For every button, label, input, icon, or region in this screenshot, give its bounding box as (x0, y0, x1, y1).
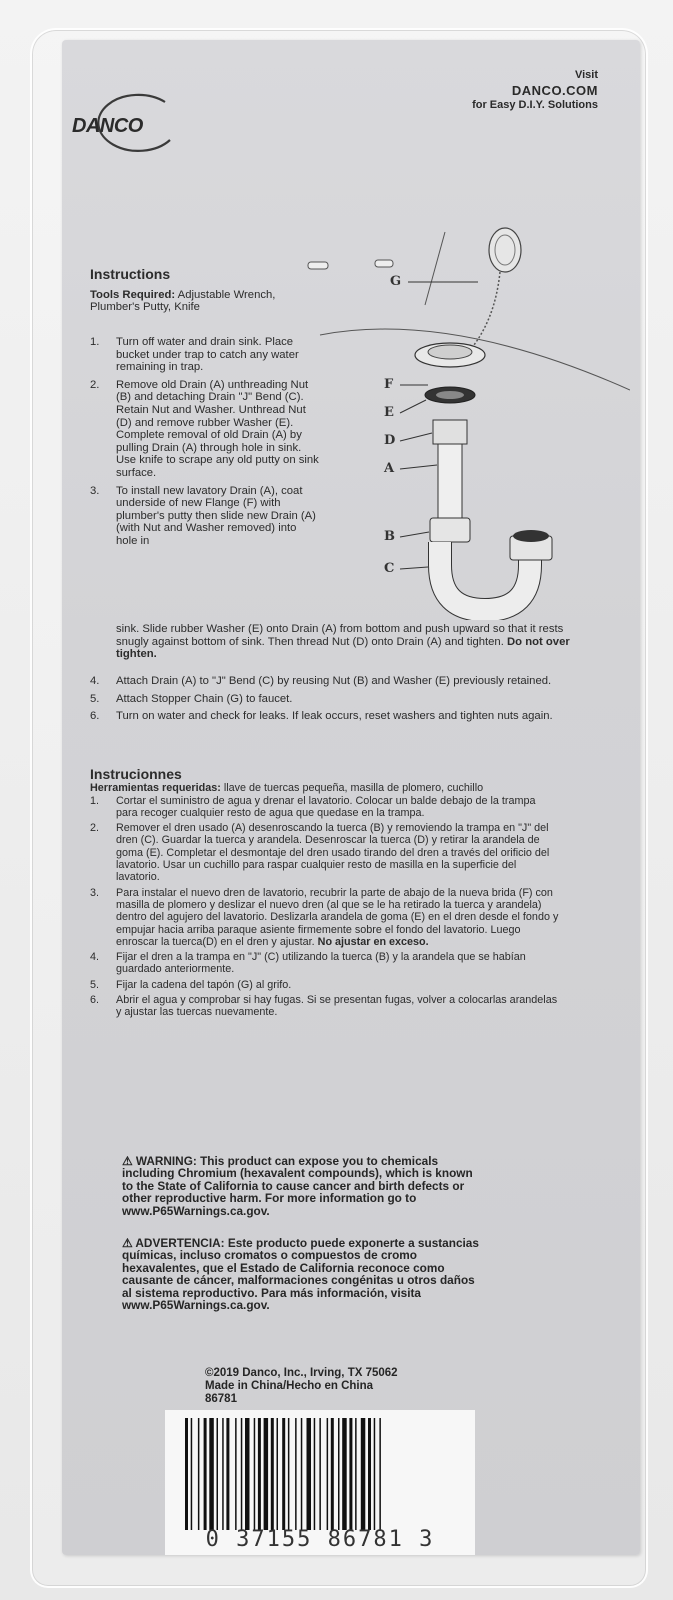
step-text: Attach Stopper Chain (G) to faucet. (116, 692, 293, 705)
warning-en: ⚠ WARNING: This product can expose you to chemicals including Chromium (hexavalent compounds), which is known to the State of California to cause cancer and birth defects or other reproductive harm. For more information go to www.P65Warnings.ca.gov. (122, 1154, 473, 1218)
instructions-title: Instructions (90, 266, 171, 282)
steps-en-wide (90, 675, 570, 728)
list-item: 1. Turn off water and drain sink. Place bucket under trap to catch any water remaining in trap. (90, 336, 320, 374)
steps-en-narrow (90, 336, 320, 553)
step-text: To install new lavatory Drain (A), coat underside of new Flange (F) with plumber's putty then slide new Drain (A) (with Nut and Washer removed) into hole in (116, 484, 316, 547)
website-text: DANCO.COM (511, 83, 598, 98)
list-item: 4. Fijar el dren a la trampa en "J" (C) utilizando la tuerca (B) y la arandela que se habían guardado anteriormente. (90, 951, 560, 976)
step-text: Cortar el suministro de agua y drenar el lavatorio. Colocar un balde debajo de la trampa para recoger cualquier resto de agua que quedase en la trampa. (116, 794, 536, 819)
label-d: D (384, 433, 396, 448)
svg-text:DANCO: DANCO (72, 115, 143, 137)
list-item: 6. Turn on water and check for leaks. If leak occurs, reset washers and tighten nuts again. (90, 710, 553, 723)
tools-label-es: Herramientas requeridas: (90, 782, 221, 795)
sku: 86781 (205, 1393, 237, 1405)
label-b: B (384, 529, 395, 544)
step-text: sink. Slide rubber Washer (E) onto Drain (A) from bottom and push upward so that it rests snugly against bottom of sink. Then thread Nut (D) onto Drain (A) and tighten. (116, 623, 564, 648)
step-text: Remove old Drain (A) unthreading Nut (B) and detaching Drain "J" Bend (C). Retain Nut and Washer. Unthread Nut (D) and remove rubber Washer (E). Complete removal of old Drain (A) by pulling Drain (A) through hole in sink. Use knife to scrape any old putty on sink surface. (116, 378, 319, 479)
instructions-es (90, 768, 560, 1022)
visit-line: Visit (574, 69, 598, 81)
copyright: ©2019 Danco, Inc., Irving, TX 75062 (205, 1367, 398, 1379)
tools-required (90, 289, 320, 314)
barcode-digits: 0 37155 86781 3 (205, 1527, 435, 1552)
step-text: Attach Drain (A) to "J" Bend (C) by reusing Nut (B) and Washer (E) previously retained. (116, 675, 552, 687)
label-f: F (384, 377, 394, 392)
footer (205, 1367, 425, 1406)
list-item: 5. Fijar la cadena del tapón (G) al grifo. (90, 978, 292, 991)
step-text: Para instalar el nuevo dren de lavatorio, recubrir la parte de abajo de la nueva brida (F) con masilla de plomero y deslizar el nuevo dren (al que se le ha retirado la tuerca y arandela) dentro del agujero del lavatorio. Deslizarla arandela de goma (E) en el dren desde el fondo y empujar hacia arriba paraque asiente firmemente sobre el fondo del lavatorio. Luego enroscar la tuerca(D) en el dren y ajustar. (116, 886, 559, 948)
barcode (165, 1410, 475, 1555)
tools-text-es: llave de tuercas pequeña, masilla de plomero, cuchillo (220, 782, 484, 795)
step-text: Turn on water and check for leaks. If leak occurs, reset washers and tighten nuts again. (116, 710, 553, 723)
visit-tagline: for Easy D.I.Y. Solutions (472, 99, 598, 111)
instructions-en (90, 268, 320, 320)
visit-block (472, 68, 598, 113)
step-text: Turn off water and drain sink. Place bucket under trap to catch any water remaining in trap. (116, 336, 299, 374)
step-3-continued (90, 623, 570, 661)
warning-es: ⚠ ADVERTENCIA: Este producto puede exponerte a sustancias químicas, incluso cromatos o compuestos de cromo hexavalentes, que el Estado de California reconoce como causante de cáncer, malformaciones congénitas u otros daños al sistema reproductivo. Para más información, visita www.P65Warnings.ca.gov. (122, 1236, 479, 1313)
list-item: 2. Remover el dren usado (A) desenroscando la tuerca (B) y removiendo la trampa en "J" del dren (C). Guardar la tuerca y arandela. Desenroscar la tuerca (D) y retirar la arandela de goma (E). Completar el desmontaje del dren usado tirando del dren a través del orificio del lavatorio. Usar un cuchillo para raspar cualquier resto de masilla en la superficie del lavatorio. (90, 822, 560, 883)
label-a: A (384, 461, 395, 476)
instrucciones-title: Instrucionnes (90, 766, 182, 782)
step-bold: Do not over tighten. (116, 635, 570, 661)
list-item: 3. To install new lavatory Drain (A), coat underside of new Flange (F) with plumber's putty then slide new Drain (A) (with Nut and Washer removed) into hole in (90, 485, 320, 548)
list-item: 2. Remove old Drain (A) unthreading Nut (B) and detaching Drain "J" Bend (C). Retain Nut and Washer. Unthread Nut (D) and remove rubber Washer (E). Complete removal of old Drain (A) by pulling Drain (A) through hole in sink. Use knife to scrape any old putty on sink surface. (90, 378, 319, 479)
step-text: Fijar la cadena del tapón (G) al grifo. (116, 978, 292, 991)
step-text: Fijar el dren a la trampa en "J" (C) utilizando la tuerca (B) y la arandela que se habían guardado anteriormente. (116, 951, 526, 976)
step-bold: No ajustar en exceso. (317, 935, 429, 948)
label-g: G (390, 274, 402, 289)
barcode-bars (185, 1418, 455, 1530)
made-in: Made in China/Hecho en China (205, 1380, 374, 1392)
step-text: Remover el dren usado (A) desenroscando la tuerca (B) y removiendo la trampa en "J" del dren (C). Guardar la tuerca y arandela. Desenroscar la tuerca (D) y retirar la arandela de goma (E). Completar el desmontaje del dren usado tirando del dren a través del orificio del lavatorio. Usar un cuchillo para raspar cualquier resto de masilla en la superficie del lavatorio. (116, 822, 550, 884)
step-text: Abrir el agua y comprobar si hay fugas. Si se presentan fugas, volver a colocarlas arandelas y ajustar las tuercas nuevamente. (116, 994, 558, 1019)
list-item: 4. Attach Drain (A) to "J" Bend (C) by reusing Nut (B) and Washer (E) previously retained. (90, 675, 552, 687)
list-item: 6. Abrir el agua y comprobar si hay fugas. Si se presentan fugas, volver a colocarlas arandelas y ajustar las tuercas nuevamente. (90, 994, 560, 1019)
tools-label: Tools Required: (90, 288, 176, 301)
drain-diagram (300, 220, 630, 620)
herramientas (90, 782, 560, 794)
label-e: E (384, 405, 394, 420)
tools-text: Adjustable Wrench, Plumber's Putty, Knife (90, 288, 276, 314)
label-c: C (384, 561, 395, 576)
list-item: 5. Attach Stopper Chain (G) to faucet. (90, 692, 293, 705)
list-item: 3. Para instalar el nuevo dren de lavatorio, recubrir la parte de abajo de la nueva brida (F) con masilla de plomero y deslizar el nuevo dren (al que se le ha retirado la tuerca y arandela) dentro del agujero del lavatorio. Deslizarla arandela de goma (E) en el dren desde el fondo y empujar hacia arriba paraque asiente firmemente sobre el fondo del lavatorio. Luego enroscar la tuerca(D) en el dren y ajustar. No ajustar en exceso. (90, 886, 559, 948)
list-item: 1. Cortar el suministro de agua y drenar el lavatorio. Colocar un balde debajo de la trampa para recoger cualquier resto de agua que quedase en la trampa. (90, 795, 560, 820)
danco-logo (70, 88, 190, 158)
